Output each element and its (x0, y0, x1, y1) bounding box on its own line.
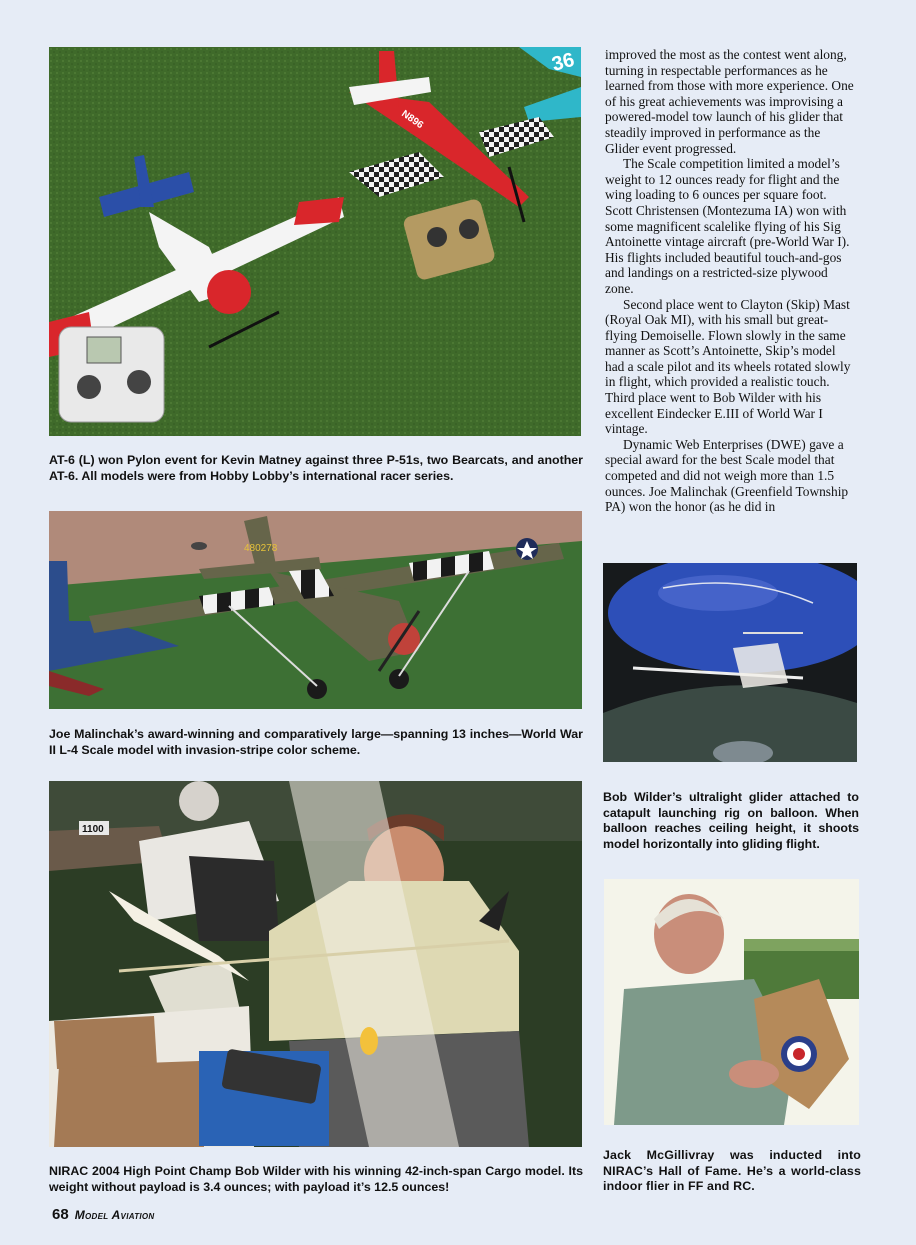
table-number-sign: 1100 (82, 824, 104, 835)
bob-wilder-cargo-photo (49, 781, 582, 1147)
pylon-racers-photo (49, 47, 581, 436)
racer-registration: N896 (399, 108, 426, 132)
l4-scale-model-photo (49, 511, 582, 709)
l4-tail-number: 480278 (244, 543, 278, 554)
page-footer (52, 1206, 155, 1223)
balloon-glider-photo (603, 563, 857, 762)
article-paragraph-1: improved the most as the contest went along, turning in respectable performances as he learned from those with more experience. One of his great achievements was improvising a powered-model tow launch of his glider that steadily improved in performance as the Glider event progressed. (605, 47, 854, 156)
article-paragraph-3: Second place went to Clayton (Skip) Mast (Royal Oak MI), with his small but great-flying Demoiselle. Flown slowly in the same manner as Scott’s Antoinette, Skip’s model had a scale pilot and its wheels rotated slowly in flight, which provided a realistic touch. Third place went to Bob Wilder with his excellent Eindecker E.III of World War I vintage. (605, 296, 851, 437)
l4-photo-caption: Joe Malinchak’s award-winning and comparatively large—spanning 13 inches—World War II L-4 Scale model with invasion-stripe color scheme. (49, 727, 583, 757)
article-paragraph-4: Dynamic Web Enterprises (DWE) gave a special award for the best Scale model that competed and did not weigh more than 1.5 ounces. Joe Malinchak (Greenfield Township PA) won the honor (as he did in (605, 436, 849, 515)
wilder-photo-caption: NIRAC 2004 High Point Champ Bob Wilder with his winning 42-inch-span Cargo model. Its weight without payload is 3.4 ounces; with payload it’s 12.5 ounces! (49, 1164, 583, 1194)
article-text-column (605, 47, 857, 515)
pylon-photo-caption: AT-6 (L) won Pylon event for Kevin Matney against three P-51s, two Bearcats, and another AT-6. All models were from Hobby Lobby’s international racer series. (49, 453, 583, 483)
magazine-title: Model Aviation (74, 1208, 155, 1222)
balloon-photo-caption: Bob Wilder’s ultralight glider attached to catapult launching rig on balloon. When balloon reaches ceiling height, it shoots model horizontally into gliding flight. (603, 790, 859, 851)
page-number: 68 (52, 1206, 69, 1223)
mcgillivray-photo (604, 879, 859, 1125)
mcgillivray-photo-caption: Jack McGillivray was inducted into NIRAC’s Hall of Fame. He’s a world-class indoor flier in FF and RC. (603, 1148, 861, 1193)
article-paragraph-2: The Scale competition limited a model’s weight to 12 ounces ready for flight and the wing loading to 6 ounces per square foot. Scott Christensen (Montezuma IA) won with some magnificent scalelike flying of his Sig Antoinette vintage aircraft (pre-World War I). His flights included beautiful touch-and-gos and landings on a restricted-size plywood zone. (605, 156, 850, 296)
racer-number: 36 (549, 48, 577, 76)
